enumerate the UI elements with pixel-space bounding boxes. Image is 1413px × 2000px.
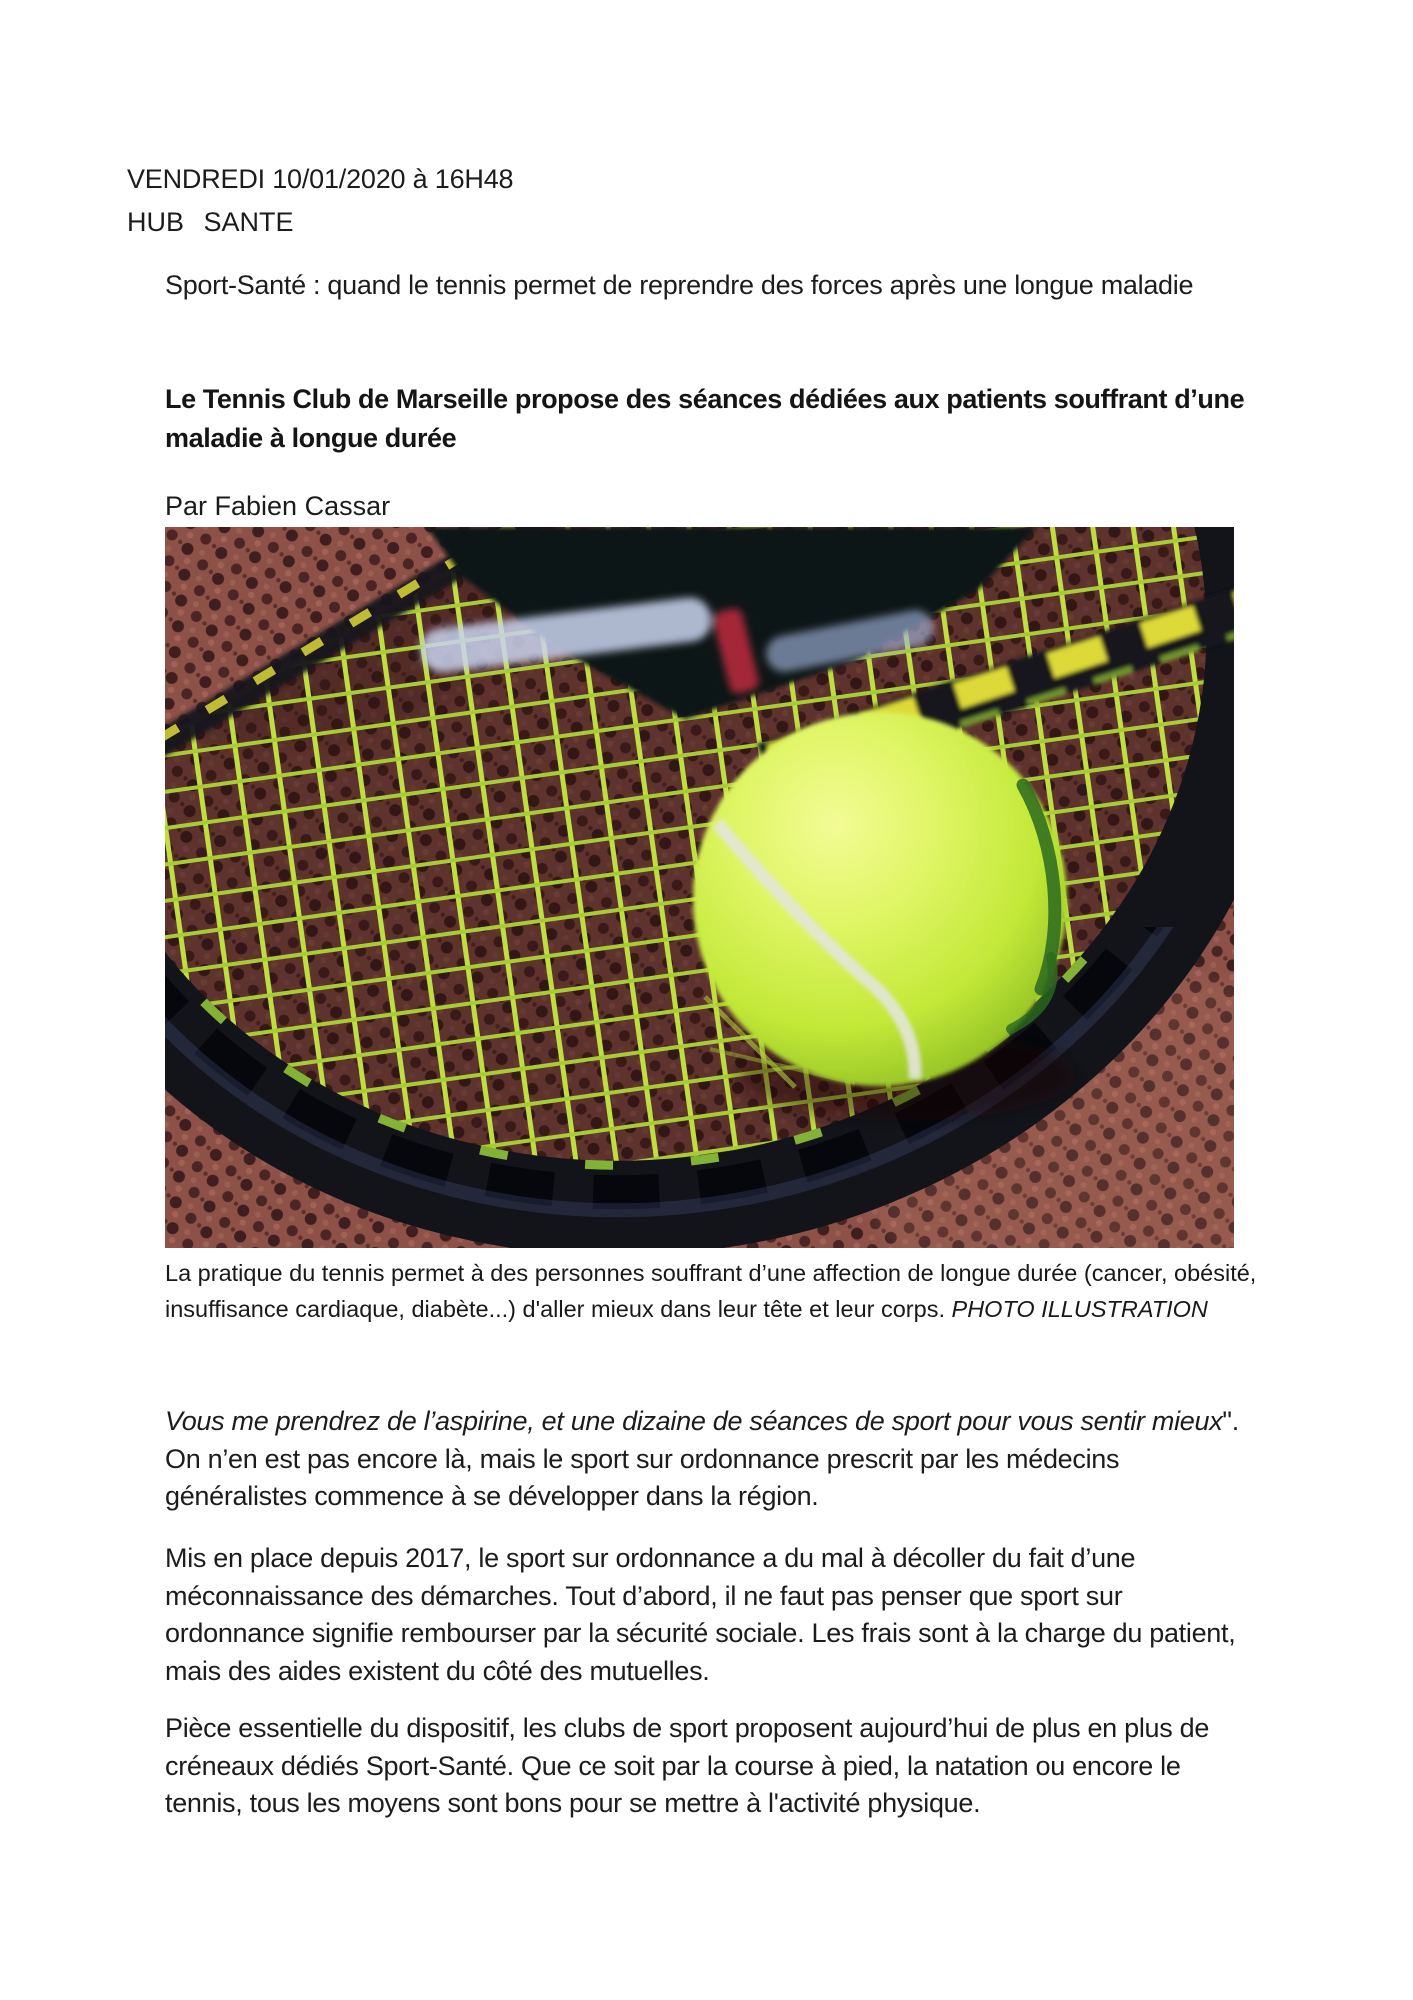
section-label: HUB SANTE <box>127 207 294 237</box>
photo-caption <box>165 1255 1275 1327</box>
byline: Par Fabien Cassar <box>165 491 391 521</box>
article-photo <box>165 527 1234 1248</box>
caption-credit: PHOTO ILLUSTRATION <box>951 1296 1208 1322</box>
caption-text: La pratique du tennis permet à des personnes souffrant d’une affection de longue durée (cancer, obésité, insuffisance cardiaque, diabète...) d'aller mieux dans leur tête et leur corps. <box>165 1260 1257 1322</box>
paragraph: Mis en place depuis 2017, le sport sur ordonnance a du mal à décoller du fait d’une méconnaissance des démarches. Tout d’abord, il ne faut pas penser que sport sur ordonnance signifie rembourser par la sécurité sociale. Les frais sont à la charge du patient, mais des aides existent du côté des mutuelles. <box>165 1543 1236 1686</box>
date-line: VENDREDI 10/01/2020 à 16H48 <box>127 164 514 194</box>
article-subtitle: Le Tennis Club de Marseille propose des séances dédiées aux patients souffrant d’une maladie à longue durée <box>165 384 1245 453</box>
tennis-photo-illustration <box>165 527 1234 1248</box>
paragraph <box>165 1403 1260 1516</box>
tennis-ball <box>693 712 1067 1086</box>
article-title: Sport-Santé : quand le tennis permet de reprendre des forces après une longue maladie <box>165 270 1194 300</box>
paragraph-lead-quote: Vous me prendrez de l’aspirine, et une dizaine de séances de sport pour vous sentir mieux <box>165 1406 1223 1436</box>
paragraph-text: ". On n’en est pas encore là, mais le sport sur ordonnance prescrit par les médecins généralistes commence à se développer dans la région. <box>165 1406 1239 1511</box>
paragraph: Pièce essentielle du dispositif, les clubs de sport proposent aujourd’hui de plus en plus de créneaux dédiés Sport-Santé. Que ce soit par la course à pied, la natation ou encore le tennis, tous les moyens sont bons pour se mettre à l'activité physique. <box>165 1713 1210 1818</box>
